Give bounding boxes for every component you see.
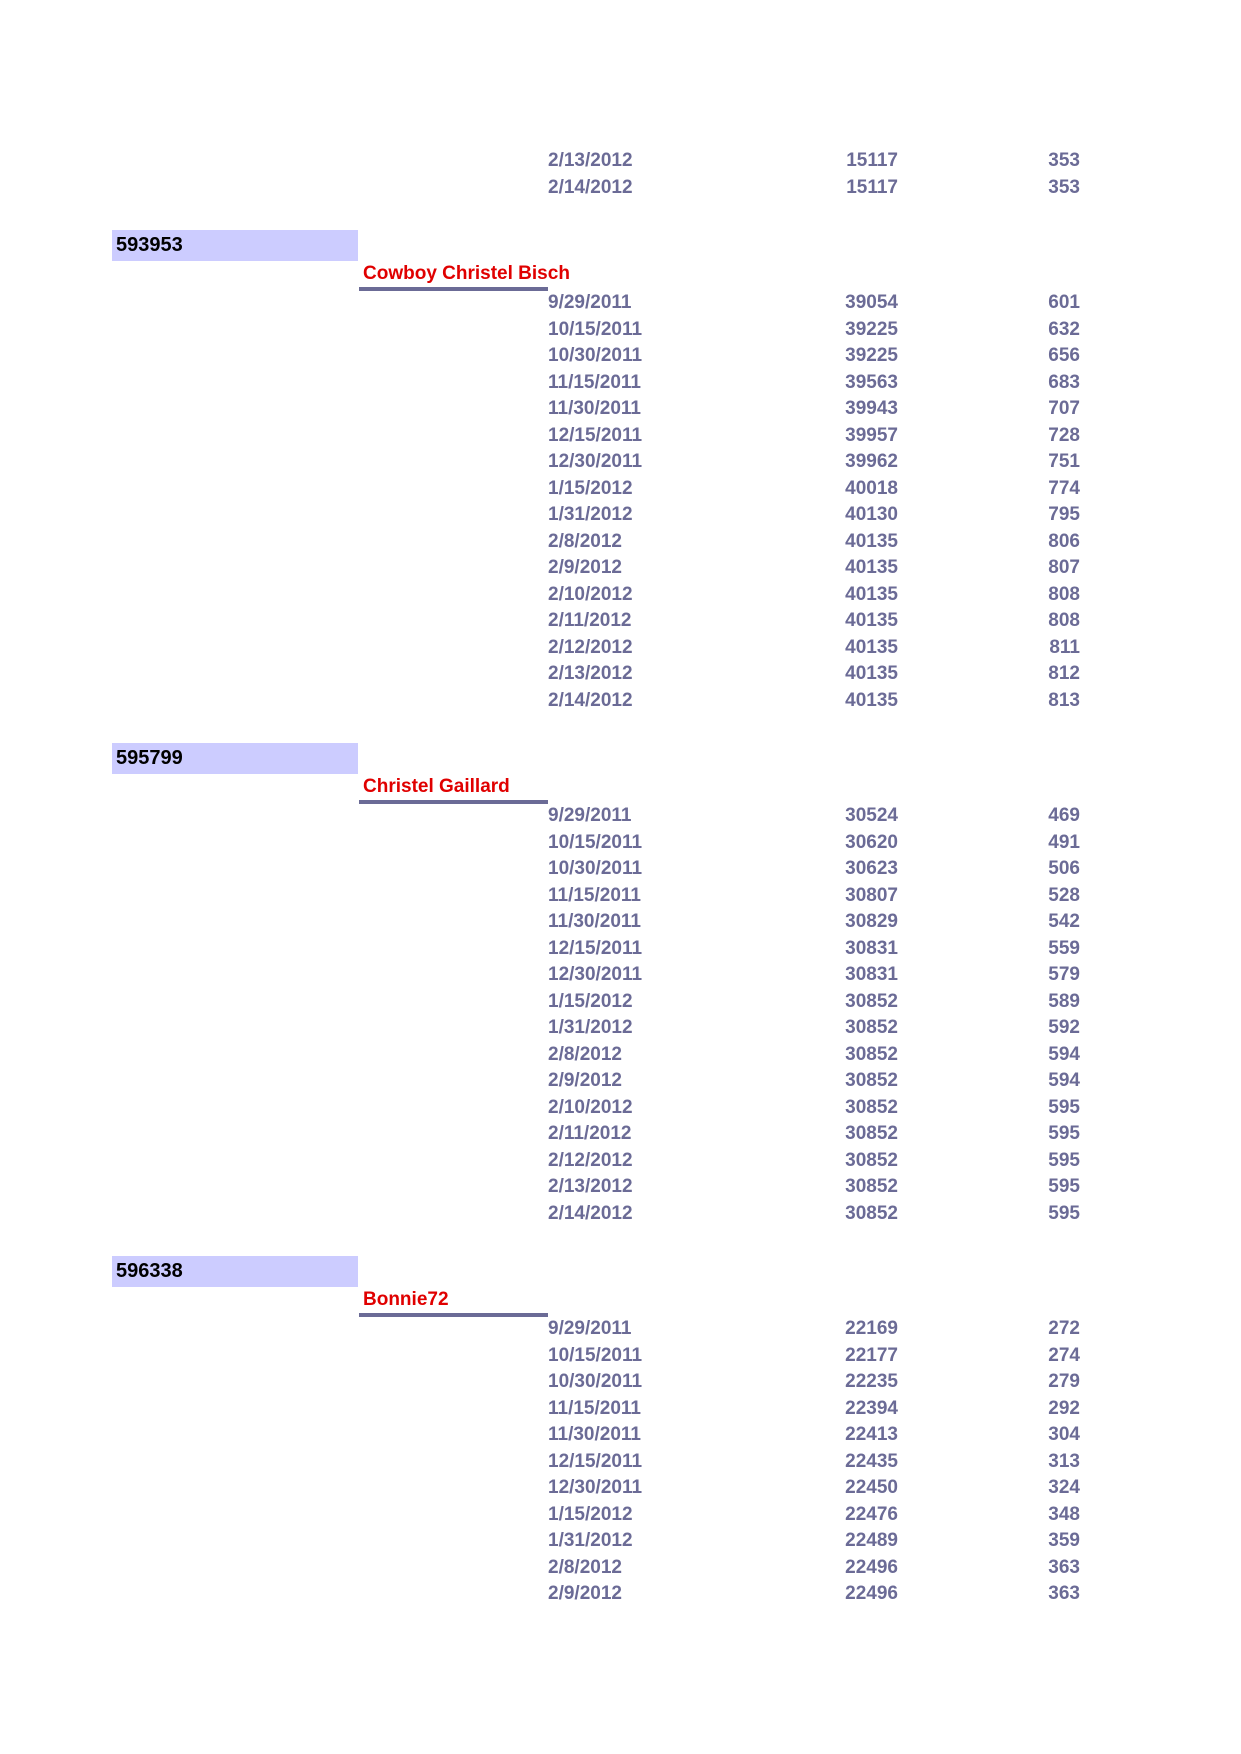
date-cell: 2/14/2012 bbox=[548, 1202, 633, 1224]
date-cell: 11/15/2011 bbox=[548, 371, 641, 393]
count-cell: 595 bbox=[1048, 1123, 1080, 1144]
table-row bbox=[0, 1148, 1241, 1175]
count-cell: 559 bbox=[1048, 937, 1080, 959]
value-cell: 22169 bbox=[845, 1318, 898, 1339]
table-row bbox=[0, 396, 1241, 423]
date-cell: 10/15/2011 bbox=[548, 1344, 643, 1366]
date-cell: 12/30/2011 bbox=[548, 964, 643, 985]
count-cell: 353 bbox=[1048, 150, 1080, 171]
table-row bbox=[0, 1174, 1241, 1201]
value-cell: 30852 bbox=[845, 1123, 898, 1144]
value-cell: 40135 bbox=[845, 530, 898, 552]
count-cell: 808 bbox=[1048, 610, 1080, 631]
value-cell: 39054 bbox=[845, 292, 898, 313]
group-id-row bbox=[0, 230, 1241, 261]
group-name-row bbox=[0, 261, 1241, 290]
date-cell: 2/13/2012 bbox=[548, 663, 633, 684]
value-cell: 39957 bbox=[845, 424, 898, 446]
table-row bbox=[0, 1475, 1241, 1502]
value-cell: 30829 bbox=[845, 911, 898, 932]
date-cell: 12/15/2011 bbox=[548, 1450, 643, 1472]
value-cell: 30852 bbox=[845, 990, 898, 1012]
date-cell: 2/9/2012 bbox=[548, 557, 622, 578]
value-cell: 22489 bbox=[845, 1530, 898, 1551]
count-cell: 595 bbox=[1048, 1149, 1080, 1171]
count-cell: 324 bbox=[1048, 1477, 1080, 1498]
row-spacer bbox=[0, 201, 1241, 230]
count-cell: 363 bbox=[1048, 1556, 1080, 1578]
count-cell: 813 bbox=[1048, 689, 1080, 711]
table-row bbox=[0, 175, 1241, 202]
date-cell: 1/15/2012 bbox=[548, 1503, 633, 1525]
value-cell: 39943 bbox=[845, 398, 898, 419]
count-cell: 359 bbox=[1048, 1530, 1080, 1551]
count-cell: 751 bbox=[1048, 451, 1080, 472]
table-row bbox=[0, 370, 1241, 397]
date-cell: 11/15/2011 bbox=[548, 884, 641, 906]
date-cell: 11/30/2011 bbox=[548, 911, 641, 932]
value-cell: 22476 bbox=[845, 1503, 898, 1525]
table-row bbox=[0, 1343, 1241, 1370]
value-cell: 40135 bbox=[845, 689, 898, 711]
count-cell: 594 bbox=[1048, 1043, 1080, 1065]
count-cell: 274 bbox=[1048, 1344, 1080, 1366]
count-cell: 506 bbox=[1048, 858, 1080, 879]
value-cell: 40135 bbox=[845, 610, 898, 631]
value-cell: 40135 bbox=[845, 583, 898, 605]
table-row bbox=[0, 555, 1241, 582]
count-cell: 683 bbox=[1048, 371, 1080, 393]
value-cell: 22235 bbox=[845, 1371, 898, 1392]
value-cell: 30524 bbox=[845, 805, 898, 826]
date-cell: 2/11/2012 bbox=[548, 610, 632, 631]
table-row bbox=[0, 830, 1241, 857]
date-cell: 2/9/2012 bbox=[548, 1583, 622, 1604]
count-cell: 348 bbox=[1048, 1503, 1080, 1525]
count-cell: 363 bbox=[1048, 1583, 1080, 1604]
date-cell: 2/13/2012 bbox=[548, 150, 633, 171]
table-row bbox=[0, 1095, 1241, 1122]
count-cell: 304 bbox=[1048, 1424, 1080, 1445]
group-name-cell: Cowboy Christel Bisch bbox=[359, 261, 548, 291]
table-row bbox=[0, 608, 1241, 635]
value-cell: 30852 bbox=[845, 1096, 898, 1118]
count-cell: 707 bbox=[1048, 398, 1080, 419]
value-cell: 39563 bbox=[845, 371, 898, 393]
date-cell: 2/8/2012 bbox=[548, 1043, 622, 1065]
group-id-cell: 596338 bbox=[112, 1256, 358, 1287]
value-cell: 22413 bbox=[845, 1424, 898, 1445]
value-cell: 15117 bbox=[846, 150, 898, 171]
date-cell: 2/12/2012 bbox=[548, 1149, 633, 1171]
count-cell: 592 bbox=[1048, 1017, 1080, 1038]
value-cell: 30852 bbox=[845, 1202, 898, 1224]
value-cell: 40018 bbox=[845, 477, 898, 499]
date-cell: 9/29/2011 bbox=[548, 1318, 632, 1339]
date-cell: 2/11/2012 bbox=[548, 1123, 632, 1144]
group-id-cell: 595799 bbox=[112, 743, 358, 774]
group-name-cell: Christel Gaillard bbox=[359, 774, 548, 804]
table-row bbox=[0, 449, 1241, 476]
date-cell: 2/10/2012 bbox=[548, 583, 633, 605]
value-cell: 30807 bbox=[845, 884, 898, 906]
date-cell: 10/15/2011 bbox=[548, 831, 643, 853]
date-cell: 1/31/2012 bbox=[548, 1017, 633, 1038]
count-cell: 292 bbox=[1048, 1397, 1080, 1419]
spreadsheet-page bbox=[0, 148, 1241, 1608]
row-spacer bbox=[0, 1227, 1241, 1256]
table-row bbox=[0, 688, 1241, 715]
count-cell: 469 bbox=[1048, 805, 1080, 826]
date-cell: 2/13/2012 bbox=[548, 1176, 633, 1197]
value-cell: 30620 bbox=[845, 831, 898, 853]
value-cell: 30623 bbox=[845, 858, 898, 879]
count-cell: 528 bbox=[1048, 884, 1080, 906]
date-cell: 2/14/2012 bbox=[548, 689, 633, 711]
table-row bbox=[0, 856, 1241, 883]
date-cell: 11/30/2011 bbox=[548, 1424, 641, 1445]
count-cell: 491 bbox=[1048, 831, 1080, 853]
date-cell: 9/29/2011 bbox=[548, 292, 632, 313]
table-row bbox=[0, 290, 1241, 317]
count-cell: 812 bbox=[1048, 663, 1080, 684]
date-cell: 11/30/2011 bbox=[548, 398, 641, 419]
date-cell: 2/8/2012 bbox=[548, 1556, 622, 1578]
table-row bbox=[0, 1581, 1241, 1608]
date-cell: 12/15/2011 bbox=[548, 424, 643, 446]
value-cell: 22450 bbox=[845, 1477, 898, 1498]
date-cell: 12/30/2011 bbox=[548, 1477, 643, 1498]
date-cell: 12/30/2011 bbox=[548, 451, 643, 472]
count-cell: 279 bbox=[1048, 1371, 1080, 1392]
date-cell: 10/30/2011 bbox=[548, 858, 643, 879]
table-row bbox=[0, 423, 1241, 450]
value-cell: 22394 bbox=[845, 1397, 898, 1419]
count-cell: 594 bbox=[1048, 1070, 1080, 1091]
table-row bbox=[0, 989, 1241, 1016]
group-name-row bbox=[0, 1287, 1241, 1316]
count-cell: 632 bbox=[1048, 318, 1080, 340]
table-row bbox=[0, 582, 1241, 609]
count-cell: 595 bbox=[1048, 1202, 1080, 1224]
table-row bbox=[0, 1068, 1241, 1095]
value-cell: 39225 bbox=[845, 318, 898, 340]
value-cell: 30852 bbox=[845, 1043, 898, 1065]
table-row bbox=[0, 1502, 1241, 1529]
value-cell: 22496 bbox=[845, 1583, 898, 1604]
table-row bbox=[0, 343, 1241, 370]
count-cell: 589 bbox=[1048, 990, 1080, 1012]
count-cell: 656 bbox=[1048, 345, 1080, 366]
value-cell: 30831 bbox=[845, 937, 898, 959]
value-cell: 39962 bbox=[845, 451, 898, 472]
date-cell: 9/29/2011 bbox=[548, 805, 632, 826]
group-name-cell: Bonnie72 bbox=[359, 1287, 548, 1317]
table-row bbox=[0, 1015, 1241, 1042]
group-name-row bbox=[0, 774, 1241, 803]
count-cell: 807 bbox=[1048, 557, 1080, 578]
table-row bbox=[0, 529, 1241, 556]
value-cell: 40135 bbox=[845, 663, 898, 684]
value-cell: 30852 bbox=[845, 1176, 898, 1197]
table-row bbox=[0, 1201, 1241, 1228]
value-cell: 40135 bbox=[845, 636, 898, 658]
table-row bbox=[0, 1121, 1241, 1148]
count-cell: 728 bbox=[1048, 424, 1080, 446]
table-row bbox=[0, 936, 1241, 963]
table-row bbox=[0, 909, 1241, 936]
value-cell: 22435 bbox=[845, 1450, 898, 1472]
date-cell: 1/31/2012 bbox=[548, 1530, 633, 1551]
count-cell: 601 bbox=[1048, 292, 1080, 313]
table-row bbox=[0, 317, 1241, 344]
date-cell: 2/14/2012 bbox=[548, 176, 633, 198]
table-row bbox=[0, 476, 1241, 503]
table-row bbox=[0, 1316, 1241, 1343]
table-row bbox=[0, 1555, 1241, 1582]
table-row bbox=[0, 635, 1241, 662]
date-cell: 2/8/2012 bbox=[548, 530, 622, 552]
date-cell: 10/15/2011 bbox=[548, 318, 643, 340]
value-cell: 22177 bbox=[845, 1344, 898, 1366]
table-row bbox=[0, 883, 1241, 910]
count-cell: 795 bbox=[1048, 504, 1080, 525]
table-row bbox=[0, 803, 1241, 830]
table-row bbox=[0, 148, 1241, 175]
value-cell: 30852 bbox=[845, 1149, 898, 1171]
table-row bbox=[0, 1396, 1241, 1423]
group-id-cell: 593953 bbox=[112, 230, 358, 261]
table-row bbox=[0, 1528, 1241, 1555]
group-id-row bbox=[0, 1256, 1241, 1287]
count-cell: 595 bbox=[1048, 1176, 1080, 1197]
group-id-row bbox=[0, 743, 1241, 774]
date-cell: 1/15/2012 bbox=[548, 477, 633, 499]
value-cell: 30831 bbox=[845, 964, 898, 985]
value-cell: 30852 bbox=[845, 1017, 898, 1038]
table-row bbox=[0, 1449, 1241, 1476]
value-cell: 30852 bbox=[845, 1070, 898, 1091]
date-cell: 10/30/2011 bbox=[548, 1371, 643, 1392]
date-cell: 2/10/2012 bbox=[548, 1096, 633, 1118]
table-row bbox=[0, 1369, 1241, 1396]
count-cell: 313 bbox=[1048, 1450, 1080, 1472]
count-cell: 808 bbox=[1048, 583, 1080, 605]
date-cell: 2/9/2012 bbox=[548, 1070, 622, 1091]
count-cell: 774 bbox=[1048, 477, 1080, 499]
value-cell: 22496 bbox=[845, 1556, 898, 1578]
table-row bbox=[0, 962, 1241, 989]
value-cell: 40130 bbox=[845, 504, 898, 525]
table-row bbox=[0, 661, 1241, 688]
count-cell: 272 bbox=[1048, 1318, 1080, 1339]
row-spacer bbox=[0, 714, 1241, 743]
date-cell: 10/30/2011 bbox=[548, 345, 643, 366]
date-cell: 11/15/2011 bbox=[548, 1397, 641, 1419]
table-row bbox=[0, 1422, 1241, 1449]
date-cell: 12/15/2011 bbox=[548, 937, 643, 959]
count-cell: 353 bbox=[1048, 176, 1080, 198]
count-cell: 595 bbox=[1048, 1096, 1080, 1118]
value-cell: 39225 bbox=[845, 345, 898, 366]
date-cell: 1/31/2012 bbox=[548, 504, 633, 525]
count-cell: 542 bbox=[1048, 911, 1080, 932]
table-row bbox=[0, 1042, 1241, 1069]
count-cell: 579 bbox=[1048, 964, 1080, 985]
date-cell: 2/12/2012 bbox=[548, 636, 633, 658]
date-cell: 1/15/2012 bbox=[548, 990, 633, 1012]
count-cell: 811 bbox=[1049, 636, 1080, 658]
value-cell: 40135 bbox=[845, 557, 898, 578]
value-cell: 15117 bbox=[846, 176, 898, 198]
count-cell: 806 bbox=[1048, 530, 1080, 552]
table-row bbox=[0, 502, 1241, 529]
